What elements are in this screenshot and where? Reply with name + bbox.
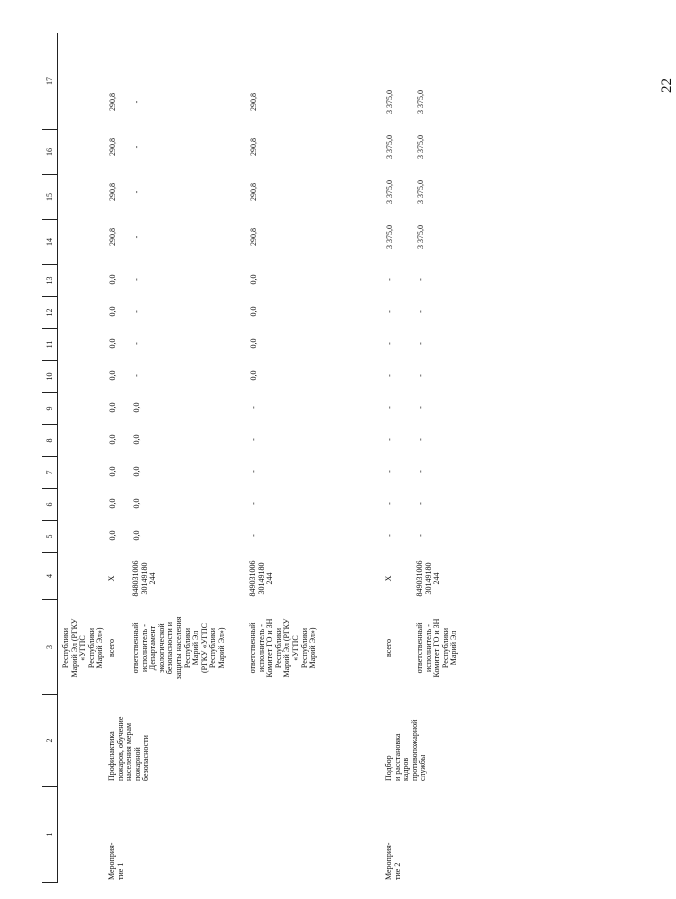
- event1-kbk-line: 30149180: [256, 562, 266, 595]
- column-header-2: 2: [42, 695, 57, 787]
- event1-row1-value: -: [132, 190, 141, 194]
- event1-executor-line: безопасности и: [165, 621, 175, 675]
- event2-code: [385, 843, 402, 880]
- event1-executor-line: Республики: [182, 627, 192, 669]
- column-header-9: 9: [42, 393, 57, 425]
- column-header-10: 10: [42, 361, 57, 393]
- event1-executor-line: экологической: [156, 623, 166, 673]
- event1-row2-value: 290,8: [249, 183, 258, 201]
- event1-row0-value: 0,0: [108, 434, 117, 445]
- event1-executor-line: Марий Эл (РГКУ: [282, 618, 292, 678]
- event1-row2-value: -: [249, 502, 258, 505]
- event1-code-line: Мероприя-: [107, 842, 116, 880]
- event1-executor-line: всего: [107, 639, 116, 658]
- event1-row2-value: 0,0: [249, 338, 258, 349]
- event2-executor-line: исполнитель -: [423, 624, 433, 672]
- event2-kbk-line: X: [384, 575, 393, 582]
- event1-kbk: [108, 557, 117, 600]
- event2-kbk: [385, 557, 394, 600]
- event1-row0-value: 290,8: [108, 93, 117, 111]
- event1-executor-line: исполнитель -: [139, 624, 149, 672]
- event2-row0-value: -: [385, 438, 394, 441]
- event1-row2-value: 0,0: [249, 306, 258, 317]
- previous-row-executor-line: Республики: [61, 627, 70, 669]
- event2-row1-value: -: [416, 310, 425, 313]
- column-header-16: 16: [42, 130, 57, 175]
- event1-kbk: [132, 557, 158, 600]
- event1-row0-value: 0,0: [108, 306, 117, 317]
- event1-row0-value: 0,0: [108, 466, 117, 477]
- event1-row1-value: 0,0: [132, 466, 141, 477]
- event2-row0-value: -: [385, 502, 394, 505]
- event1-executor-line: Республики: [299, 627, 309, 669]
- event1-row0-value: 0,0: [108, 338, 117, 349]
- column-header-11: 11: [42, 329, 57, 361]
- event1-row0-value: 290,8: [108, 228, 117, 246]
- event2-row1-value: -: [416, 278, 425, 281]
- event2-row0-value: -: [385, 534, 394, 537]
- event1-row2-value: -: [249, 438, 258, 441]
- event1-executor: [132, 605, 227, 691]
- event2-row1-value: -: [416, 438, 425, 441]
- column-header-14: 14: [42, 220, 57, 265]
- event2-row0-value: 3 375,0: [385, 225, 394, 249]
- event2-executor: [385, 605, 394, 691]
- event2-row1-value: -: [416, 406, 425, 409]
- event1-executor-line: исполнитель -: [256, 624, 266, 672]
- column-header-1: 1: [42, 787, 57, 883]
- previous-row-executor: [62, 605, 105, 691]
- previous-row-executor-line: Республики: [86, 627, 96, 669]
- event1-kbk-line: 849031006: [248, 560, 257, 597]
- event2-name-line: Подбор: [384, 755, 393, 781]
- event2-executor-line: Республики: [440, 627, 450, 669]
- event2-name-line: службы: [418, 754, 428, 781]
- event1-kbk: [249, 557, 275, 600]
- event1-name-line: Профилактика: [107, 731, 116, 781]
- event1-row1-value: -: [132, 310, 141, 313]
- event1-row2-value: 290,8: [249, 138, 258, 156]
- event1-row1-value: 0,0: [132, 402, 141, 413]
- event1-row0-value: 0,0: [108, 530, 117, 541]
- event2-row1-value: -: [416, 342, 425, 345]
- column-header-3: 3: [42, 600, 57, 695]
- event1-row1-value: -: [132, 374, 141, 377]
- column-header-4: 4: [42, 553, 57, 600]
- column-number-row: [42, 33, 58, 883]
- event1-row1-value: -: [132, 278, 141, 281]
- event2-executor-line: всего: [384, 639, 393, 658]
- event2-row0-value: -: [385, 278, 394, 281]
- event1-row2-value: 290,8: [249, 93, 258, 111]
- event2-row1-value: 3 375,0: [416, 225, 425, 249]
- event1-executor-line: (РГКУ «УГПС: [199, 623, 209, 673]
- event2-row0-value: -: [385, 310, 394, 313]
- event2-row1-value: -: [416, 502, 425, 505]
- event2-kbk-line: 244: [432, 572, 442, 585]
- event2-executor-line: Марий Эл: [449, 630, 459, 666]
- column-header-13: 13: [42, 265, 57, 297]
- event1-kbk-line: X: [107, 575, 116, 582]
- event1-executor-line: Республики: [273, 627, 283, 669]
- event2-row0-value: -: [385, 470, 394, 473]
- event2-code-line: тие 2: [392, 862, 402, 880]
- event1-executor-line: «УГПС: [290, 635, 300, 661]
- event1-executor-line: Марий Эл»): [216, 627, 226, 669]
- event1-row1-value: 0,0: [132, 434, 141, 445]
- event2-row0-value: -: [385, 374, 394, 377]
- event2-code-line: Мероприя-: [384, 842, 393, 880]
- column-header-5: 5: [42, 521, 57, 553]
- column-header-17: 17: [42, 33, 57, 130]
- event1-executor-line: Комитет ГО и ЗН: [265, 618, 275, 678]
- event2-name-line: кадров: [401, 757, 411, 781]
- event1-executor: [108, 605, 117, 691]
- event1-row1-value: -: [132, 145, 141, 149]
- event1-row2-value: -: [249, 470, 258, 473]
- event2-row1-value: 3 375,0: [416, 135, 425, 159]
- event2-row0-value: 3 375,0: [385, 135, 394, 159]
- event1-name-line: безопасности: [141, 735, 151, 781]
- event2-row1-value: -: [416, 534, 425, 537]
- event2-row0-value: -: [385, 342, 394, 345]
- event2-row1-value: 3 375,0: [416, 180, 425, 204]
- event1-row2-value: 0,0: [249, 274, 258, 285]
- event1-row1-value: -: [132, 342, 141, 345]
- previous-row-executor-line: «УГПС: [78, 635, 88, 661]
- event2-row1-value: -: [416, 374, 425, 377]
- event2-executor-line: ответственный: [415, 622, 424, 674]
- event1-executor-line: защиты населения: [173, 616, 183, 680]
- event1-kbk-line: 848031006: [131, 560, 140, 597]
- event2-name-line: противопожарной: [409, 719, 419, 781]
- event2-executor: [416, 605, 459, 691]
- event1-kbk-line: 244: [148, 572, 158, 585]
- event2-row1-value: -: [416, 470, 425, 473]
- previous-row-executor-line: Марий Эл (РГКУ: [69, 618, 79, 678]
- event1-executor-line: Марий Эл»): [308, 627, 318, 669]
- event1-executor-line: Республики: [208, 627, 218, 669]
- event1-row1-value: -: [132, 100, 141, 104]
- event2-row1-value: 3 375,0: [416, 90, 425, 114]
- event2-row0-value: 3 375,0: [385, 90, 394, 114]
- page-number: 22: [659, 78, 675, 93]
- event1-row2-value: 0,0: [249, 370, 258, 381]
- event1-executor-line: ответственный: [131, 622, 140, 674]
- event1-name-line: пожаров, обучение: [115, 716, 125, 781]
- event1-row0-value: 290,8: [108, 138, 117, 156]
- event2-name-line: и расстановка: [392, 733, 402, 781]
- event1-name: [108, 701, 151, 781]
- column-header-7: 7: [42, 457, 57, 489]
- event2-name: [385, 701, 428, 781]
- column-header-8: 8: [42, 425, 57, 457]
- event1-row1-value: 0,0: [132, 530, 141, 541]
- event1-row1-value: -: [132, 235, 141, 239]
- event2-kbk: [416, 557, 442, 600]
- event1-row0-value: 0,0: [108, 274, 117, 285]
- event1-executor-line: Марий Эл: [191, 630, 201, 666]
- event2-row0-value: -: [385, 406, 394, 409]
- event1-kbk-line: 30149180: [139, 562, 149, 595]
- event1-code-line: тие 1: [115, 862, 125, 880]
- event2-kbk-line: 30149180: [423, 562, 433, 595]
- event1-name-line: пожарной: [132, 747, 142, 781]
- budget-table: [42, 23, 582, 883]
- event1-executor-line: ответственный: [248, 622, 257, 674]
- event1-executor-line: Департамент: [148, 625, 158, 671]
- event2-executor-line: Комитет ГО и ЗН: [432, 618, 442, 678]
- event1-row1-value: 0,0: [132, 498, 141, 509]
- event1-executor: [249, 605, 318, 691]
- event1-row2-value: -: [249, 406, 258, 409]
- event1-row2-value: -: [249, 534, 258, 537]
- event1-row0-value: 290,8: [108, 183, 117, 201]
- column-header-12: 12: [42, 297, 57, 329]
- event1-row0-value: 0,0: [108, 498, 117, 509]
- event1-row2-value: 290,8: [249, 228, 258, 246]
- column-header-15: 15: [42, 175, 57, 220]
- event2-row0-value: 3 375,0: [385, 180, 394, 204]
- event2-kbk-line: 849031006: [415, 560, 424, 597]
- previous-row-executor-line: Марий Эл»): [95, 627, 105, 669]
- event1-row0-value: 0,0: [108, 370, 117, 381]
- event1-kbk-line: 244: [265, 572, 275, 585]
- event1-name-line: населения мерам: [124, 722, 134, 781]
- event1-code: [108, 843, 125, 880]
- column-header-6: 6: [42, 489, 57, 521]
- event1-row0-value: 0,0: [108, 402, 117, 413]
